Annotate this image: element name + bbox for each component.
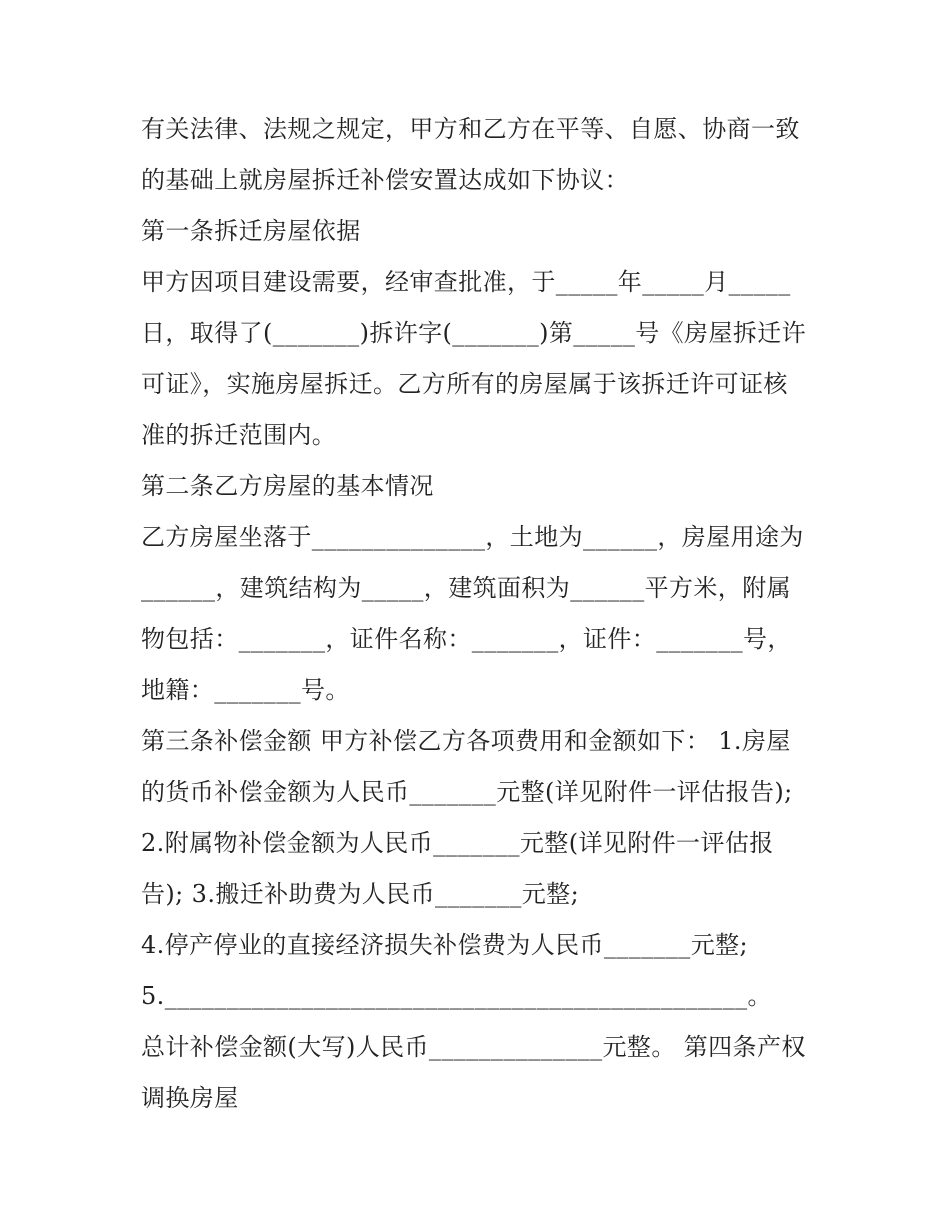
text-line: 调换房屋 [141,1084,239,1112]
text-line: 4.停产停业的直接经济损失补偿费为人民币_______元整; [141,931,748,959]
text-line: 2.附属物补偿金额为人民币_______元整(详见附件一评估报 [141,829,774,857]
text-line: 乙方房屋坐落于______________，土地为______，房屋用途为 [141,523,804,551]
text-line: 地籍：_______号。 [141,676,350,704]
text-line: 总计补偿金额(大写)人民币______________元整。 第四条产权 [141,1033,806,1061]
text-line: 的基础上就房屋拆迁补偿安置达成如下协议： [141,166,629,194]
article-heading: 第二条乙方房屋的基本情况 [141,472,434,500]
text-line: 5._______________________________________________。 [141,982,772,1010]
text-line: 日，取得了(_______)拆许字(_______)第_____号《房屋拆迁许 [141,319,807,347]
text-line: 可证》，实施房屋拆迁。乙方所有的房屋属于该拆迁许可证核 [141,370,788,398]
text-line: 甲方因项目建设需要，经审查批准，于_____年_____月_____ [141,268,791,296]
text-line: 物包括：_______，证件名称：_______，证件：_______号， [141,625,792,653]
article-heading: 第一条拆迁房屋依据 [141,217,361,245]
text-line: 的货币补偿金额为人民币_______元整(详见附件一评估报告); [141,778,793,806]
text-line: 告); 3.搬迁补助费为人民币_______元整; [141,880,580,908]
text-line: 有关法律、法规之规定，甲方和乙方在平等、自愿、协商一致 [141,115,800,143]
article-heading: 第三条补偿金额 甲方补偿乙方各项费用和金额如下： 1.房屋 [141,727,791,755]
text-line: 准的拆迁范围内。 [141,421,337,449]
text-line: ______，建筑结构为_____，建筑面积为______平方米，附属 [141,574,791,602]
document-body [141,104,821,1124]
